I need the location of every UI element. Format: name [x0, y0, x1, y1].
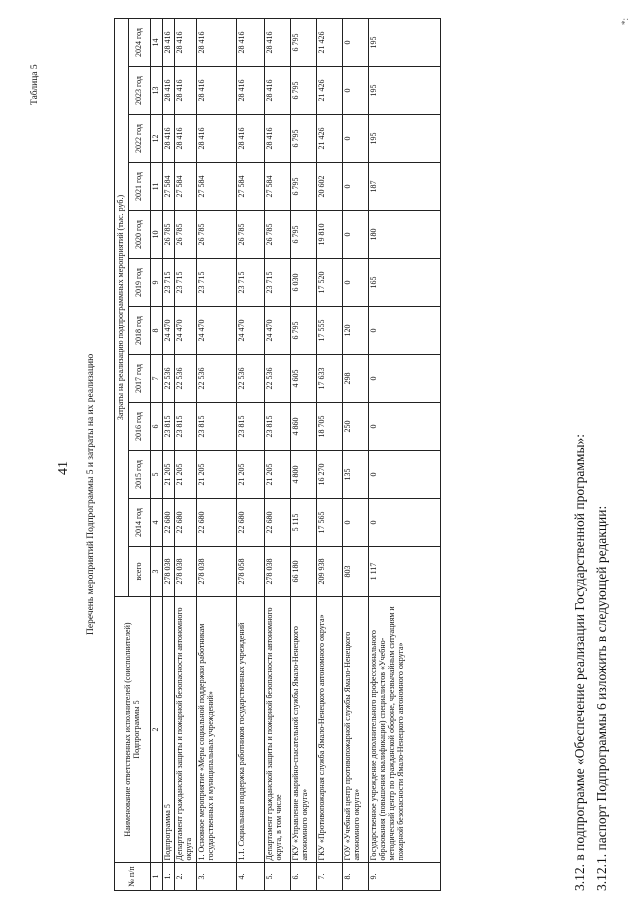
cell-value: 28 416 [175, 67, 197, 115]
row-name: ГОУ «Учебный центр противопожарной службы Ямало-Ненецкого автономного округа» [343, 597, 369, 863]
header-year: 2019 год [129, 259, 151, 307]
cell-value: 28 416 [175, 115, 197, 163]
table-header [115, 18, 163, 890]
cell-value: 24 470 [237, 307, 265, 355]
cell-value: 28 416 [175, 18, 197, 66]
cell-value: 0 [343, 67, 369, 115]
cell-value: 22 680 [197, 499, 237, 547]
table-title: Перечень мероприятий Подпрограммы 5 и затраты на их реализацию [86, 353, 96, 635]
cell-value: 195 [369, 67, 441, 115]
page-number: 41 [56, 461, 71, 475]
cell-value: 28 416 [163, 67, 175, 115]
expenses-table-container [114, 19, 441, 891]
cell-value: 0 [343, 259, 369, 307]
cell-value: 298 [343, 355, 369, 403]
cell-value: 6 795 [291, 211, 317, 259]
header-name: Наименование ответственных исполнителей (соисполнителей) Подпрограммы 5 [115, 597, 151, 863]
cell-value: 28 416 [197, 67, 237, 115]
header-year: 2023 год [129, 67, 151, 115]
column-index: 11 [151, 163, 163, 211]
row-number: 6. [291, 863, 317, 891]
cell-value: 28 416 [265, 115, 291, 163]
cell-value: 27 584 [237, 163, 265, 211]
column-index: 3 [151, 547, 163, 597]
cell-value: 135 [343, 451, 369, 499]
cell-value: 27 584 [197, 163, 237, 211]
header-year: 2017 год [129, 355, 151, 403]
row-name: ГКУ «Управление аварийно-спасательной службы Ямало-Ненецкого автономного округа» [291, 597, 317, 863]
column-index: 7 [151, 355, 163, 403]
cell-value: 28 416 [237, 18, 265, 66]
header-year: 2015 год [129, 451, 151, 499]
cell-value: 22 680 [163, 499, 175, 547]
row-name: Департамент гражданской защиты и пожарной безопасности автономного округа [175, 597, 197, 863]
cell-value: 24 470 [175, 307, 197, 355]
cell-value: 0 [369, 451, 441, 499]
cell-value: 21 205 [197, 451, 237, 499]
cell-value: 22 680 [237, 499, 265, 547]
row-number: 1. [163, 863, 175, 891]
table-row [175, 18, 197, 890]
column-index: 14 [151, 18, 163, 66]
header-year: 2020 год [129, 211, 151, 259]
header-num: № п/п [115, 863, 151, 891]
cell-value: 27 584 [265, 163, 291, 211]
cell-value: 803 [343, 547, 369, 597]
cell-value: 21 205 [265, 451, 291, 499]
cell-value: 22 536 [163, 355, 175, 403]
cell-value: 0 [369, 355, 441, 403]
cell-value: 28 416 [163, 115, 175, 163]
cell-value: 250 [343, 403, 369, 451]
cell-value: 187 [369, 163, 441, 211]
column-index: 1 [151, 863, 163, 891]
header-year: 2018 год [129, 307, 151, 355]
cell-value: 22 536 [197, 355, 237, 403]
table-label: Таблица 5 [30, 64, 40, 105]
table-row [369, 18, 441, 890]
cell-value: 0 [343, 163, 369, 211]
cell-value: 28 416 [197, 18, 237, 66]
cell-value: 120 [343, 307, 369, 355]
cell-value: 21 426 [317, 115, 343, 163]
cell-value: 17 633 [317, 355, 343, 403]
table-row [163, 18, 175, 890]
cell-value: 23 715 [197, 259, 237, 307]
cell-value: 28 416 [237, 115, 265, 163]
cell-value: 24 470 [197, 307, 237, 355]
cell-value: 195 [369, 115, 441, 163]
cell-value: 26 785 [163, 211, 175, 259]
cell-value: 22 680 [175, 499, 197, 547]
header-total: всего [129, 547, 151, 597]
cell-value: 6 795 [291, 67, 317, 115]
table-body [163, 18, 441, 890]
footer-line-2: 3.12.1. паспорт Подпрограммы 6 изложить в следующей редакции: [594, 505, 609, 891]
cell-value: 21 205 [175, 451, 197, 499]
cell-value: 209 938 [317, 547, 343, 597]
cell-value: 23 815 [237, 403, 265, 451]
cell-value: 22 536 [175, 355, 197, 403]
expenses-table [114, 18, 441, 891]
row-number: 7. [317, 863, 343, 891]
header-year: 2016 год [129, 403, 151, 451]
header-year: 2024 год [129, 18, 151, 66]
cell-value: 6 030 [291, 259, 317, 307]
row-number: 8. [343, 863, 369, 891]
cell-value: 28 416 [265, 67, 291, 115]
cell-value: 278 058 [237, 547, 265, 597]
cell-value: 17 520 [317, 259, 343, 307]
cell-value: 23 815 [163, 403, 175, 451]
cell-value: 0 [369, 403, 441, 451]
row-name: 1.1. Социальная поддержка работников государственных учреждений [237, 597, 265, 863]
corner-mark: *: [620, 17, 630, 25]
cell-value: 28 416 [237, 67, 265, 115]
cell-value: 23 815 [265, 403, 291, 451]
cell-value: 21 205 [237, 451, 265, 499]
cell-value: 23 815 [175, 403, 197, 451]
cell-value: 22 680 [265, 499, 291, 547]
row-number: 4. [237, 863, 265, 891]
column-index: 4 [151, 499, 163, 547]
header-costs: Затраты на реализацию подпрограммных мероприятий (тыс. руб.) [115, 18, 129, 596]
cell-value: 27 584 [163, 163, 175, 211]
cell-value: 16 270 [317, 451, 343, 499]
column-index: 5 [151, 451, 163, 499]
header-year: 2014 год [129, 499, 151, 547]
cell-value: 27 584 [175, 163, 197, 211]
cell-value: 23 815 [197, 403, 237, 451]
row-name: ГКУ «Противопожарная служба Ямало-Ненецкого автономного округа» [317, 597, 343, 863]
cell-value: 20 602 [317, 163, 343, 211]
column-index: 13 [151, 67, 163, 115]
cell-value: 0 [343, 115, 369, 163]
cell-value: 66 180 [291, 547, 317, 597]
header-year: 2021 год [129, 163, 151, 211]
header-year: 2022 год [129, 115, 151, 163]
cell-value: 0 [343, 499, 369, 547]
cell-value: 23 715 [163, 259, 175, 307]
cell-value: 6 795 [291, 307, 317, 355]
cell-value: 28 416 [163, 18, 175, 66]
cell-value: 278 038 [265, 547, 291, 597]
table-row [265, 18, 291, 890]
cell-value: 24 470 [265, 307, 291, 355]
column-index: 9 [151, 259, 163, 307]
cell-value: 278 038 [163, 547, 175, 597]
table-row [197, 18, 237, 890]
table-row [317, 18, 343, 890]
cell-value: 21 426 [317, 67, 343, 115]
cell-value: 21 426 [317, 18, 343, 66]
cell-value: 278 038 [197, 547, 237, 597]
cell-value: 5 115 [291, 499, 317, 547]
table-row [343, 18, 369, 890]
footer-line-1: 3.12. в подпрограмме «Обеспечение реализации Государственной программы»: [572, 433, 587, 891]
cell-value: 0 [369, 499, 441, 547]
row-name: Государственное учреждение дополнительного профессионального образования (повышения квалификации) специалистов «Учебно-методический центр по гражданской обороне, чрезвычайным ситуациям и пожарной безопасности Ямало-Ненецкого автономного округа» [369, 597, 441, 863]
column-index: 8 [151, 307, 163, 355]
cell-value: 24 470 [163, 307, 175, 355]
row-number: 5. [265, 863, 291, 891]
cell-value: 4 860 [291, 403, 317, 451]
cell-value: 0 [343, 211, 369, 259]
cell-value: 278 038 [175, 547, 197, 597]
column-index: 2 [151, 597, 163, 863]
row-number: 2. [175, 863, 197, 891]
row-number: 9. [369, 863, 441, 891]
cell-value: 18 705 [317, 403, 343, 451]
cell-value: 180 [369, 211, 441, 259]
cell-value: 0 [343, 18, 369, 66]
row-name: Департамент гражданской защиты и пожарной безопасности автономного округа, в том числе [265, 597, 291, 863]
cell-value: 28 416 [265, 18, 291, 66]
column-index: 6 [151, 403, 163, 451]
table-row [291, 18, 317, 890]
cell-value: 6 795 [291, 115, 317, 163]
cell-value: 21 205 [163, 451, 175, 499]
cell-value: 26 785 [175, 211, 197, 259]
cell-value: 26 785 [265, 211, 291, 259]
cell-value: 23 715 [175, 259, 197, 307]
row-number: 3. [197, 863, 237, 891]
cell-value: 26 785 [237, 211, 265, 259]
cell-value: 195 [369, 18, 441, 66]
cell-value: 6 795 [291, 163, 317, 211]
cell-value: 19 810 [317, 211, 343, 259]
cell-value: 28 416 [197, 115, 237, 163]
cell-value: 22 536 [265, 355, 291, 403]
cell-value: 17 555 [317, 307, 343, 355]
cell-value: 0 [369, 307, 441, 355]
cell-value: 23 715 [265, 259, 291, 307]
cell-value: 6 795 [291, 18, 317, 66]
row-name: 1. Основное мероприятие «Меры социальной поддержки работникам государственных и муниципальных учреждений» [197, 597, 237, 863]
cell-value: 17 565 [317, 499, 343, 547]
cell-value: 4 605 [291, 355, 317, 403]
cell-value: 4 800 [291, 451, 317, 499]
row-name: Подпрограмма 5 [163, 597, 175, 863]
column-index: 10 [151, 211, 163, 259]
column-index: 12 [151, 115, 163, 163]
cell-value: 23 715 [237, 259, 265, 307]
cell-value: 1 117 [369, 547, 441, 597]
table-row [237, 18, 265, 890]
cell-value: 165 [369, 259, 441, 307]
cell-value: 22 536 [237, 355, 265, 403]
cell-value: 26 785 [197, 211, 237, 259]
